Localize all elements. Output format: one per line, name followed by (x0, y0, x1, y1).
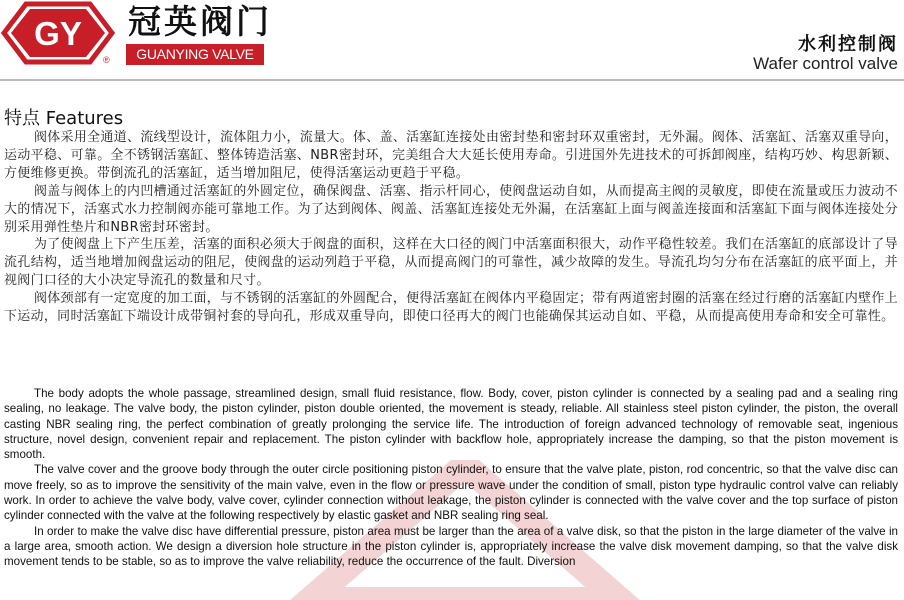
paragraph-cn: 阀体采用全通道、流线型设计，流体阻力小，流量大。体、盖、活塞缸连接处由密封垫和密封环双重密封，无外漏。阀体、活塞缸、活塞双重导向，运动平稳、可靠。全不锈钢活塞缸、整体铸造活塞、NBR密封环，完美组合大大延长使用寿命。引进国外先进技术的可拆卸阀座，结构巧妙、构思新颖、方便维修更换。带倒流孔的活塞缸，适当增加阻尼，使得活塞运动更趋于平稳。 (4, 130, 898, 181)
header-divider (0, 79, 904, 81)
section-title: 特点 Features (4, 108, 124, 129)
logo-text: GY (34, 15, 82, 52)
product-title-en: Wafer control valve (753, 54, 898, 73)
paragraph-cn: 为了使阀盘上下产生压差，活塞的面积必须大于阀盘的面积，这样在大口径的阀门中活塞面积很大，动作平稳性较差。我们在活塞缸的底部设计了导流孔结构，适当地增加阀盘运动的阻尼，使阀盘的运动列趋于平稳，从而提高阀门的可靠性，减少故障的发生。导流孔均匀分布在活塞缸的底平面上，并视阀门口径的大小决定导流孔的数量和尺寸。 (4, 237, 898, 289)
brand-name-en: GUANYING VALVE (126, 44, 264, 65)
features-text-cn (4, 129, 898, 326)
brand-logo-icon (0, 0, 120, 70)
paragraph-en: The body adopts the whole passage, streamlined design, small fluid resistance, flow. Body, cover, piston cylinder is connected by a sealing pad and a sealing ring sealing, no leakage. The valve body, the piston cylinder, piston double oriented, the movement is steady, reliable. All stainless steel piston cylinder, the piston, the overall casting NBR sealing ring, the perfect combination of greatly prolonging the service life. The introduction of foreign advanced technology of removable seat, ingenious structure, novel design, convenient repair and replacement. The piston cylinder with backflow hole, appropriately increase the damping, so that the piston movement is smooth. (4, 387, 898, 462)
paragraph-cn: 阀盖与阀体上的内凹槽通过活塞缸的外圆定位，确保阀盘、活塞、指示杆同心，使阀盘运动自如，从而提高主阀的灵敏度，即使在流量或压力波动不大的情况下，活塞式水力控制阀亦能可靠地工作。为了达到阀体、阀盖、活塞缸连接处无外漏，在活塞缸上面与阀盖连接面和活塞缸下面与阀体连接处分别采用弹性垫片和NBR密封环密封。 (4, 183, 898, 235)
paragraph-cn: 阀体颈部有一定宽度的加工面，与不锈钢的活塞缸的外圆配合，便得活塞缸在阀体内平稳固定；带有两道密封圈的活塞在经过行磨的活塞缸内壁作上下运动，同时活塞缸下端设计成带铜衬套的导向孔，形成双重导向，即使口径再大的阀门也能确保其运动自如、平稳，从而提高使用寿命和安全可靠性。 (4, 291, 898, 325)
brand-name-cn: 冠英阀门 (128, 2, 272, 41)
paragraph-en: In order to make the valve disc have differential pressure, piston area must be larger than the area of a valve disk, so that the piston in the large diameter of the valve in a large area, smooth action. We design a diversion hole structure in the piston cylinder is, appropriately increase the valve disk movement damping, so that the valve disk movement tends to be stable, so as to improve the valve reliability, reduce the occurrence of the fault. Diversion (4, 524, 898, 569)
features-text-en (4, 386, 898, 570)
paragraph-en: The valve cover and the groove body through the outer circle positioning piston cylinder, to ensure that the valve plate, piston, rod concentric, so that the valve disc can move freely, so as to improve the sensitivity of the main valve, even in the flow or pressure wave under the condition of small, piston type hydraulic control valve can reliably work. In order to achieve the valve body, valve cover, cylinder connection without leakage, the piston cylinder is connected with the valve cover and the top surface of piston cylinder connected with the valve at the following respectively by elastic gasket and NBR sealing ring seal. (4, 463, 898, 523)
registered-mark: ® (103, 55, 110, 65)
product-title-cn: 水利控制阀 (798, 34, 898, 55)
